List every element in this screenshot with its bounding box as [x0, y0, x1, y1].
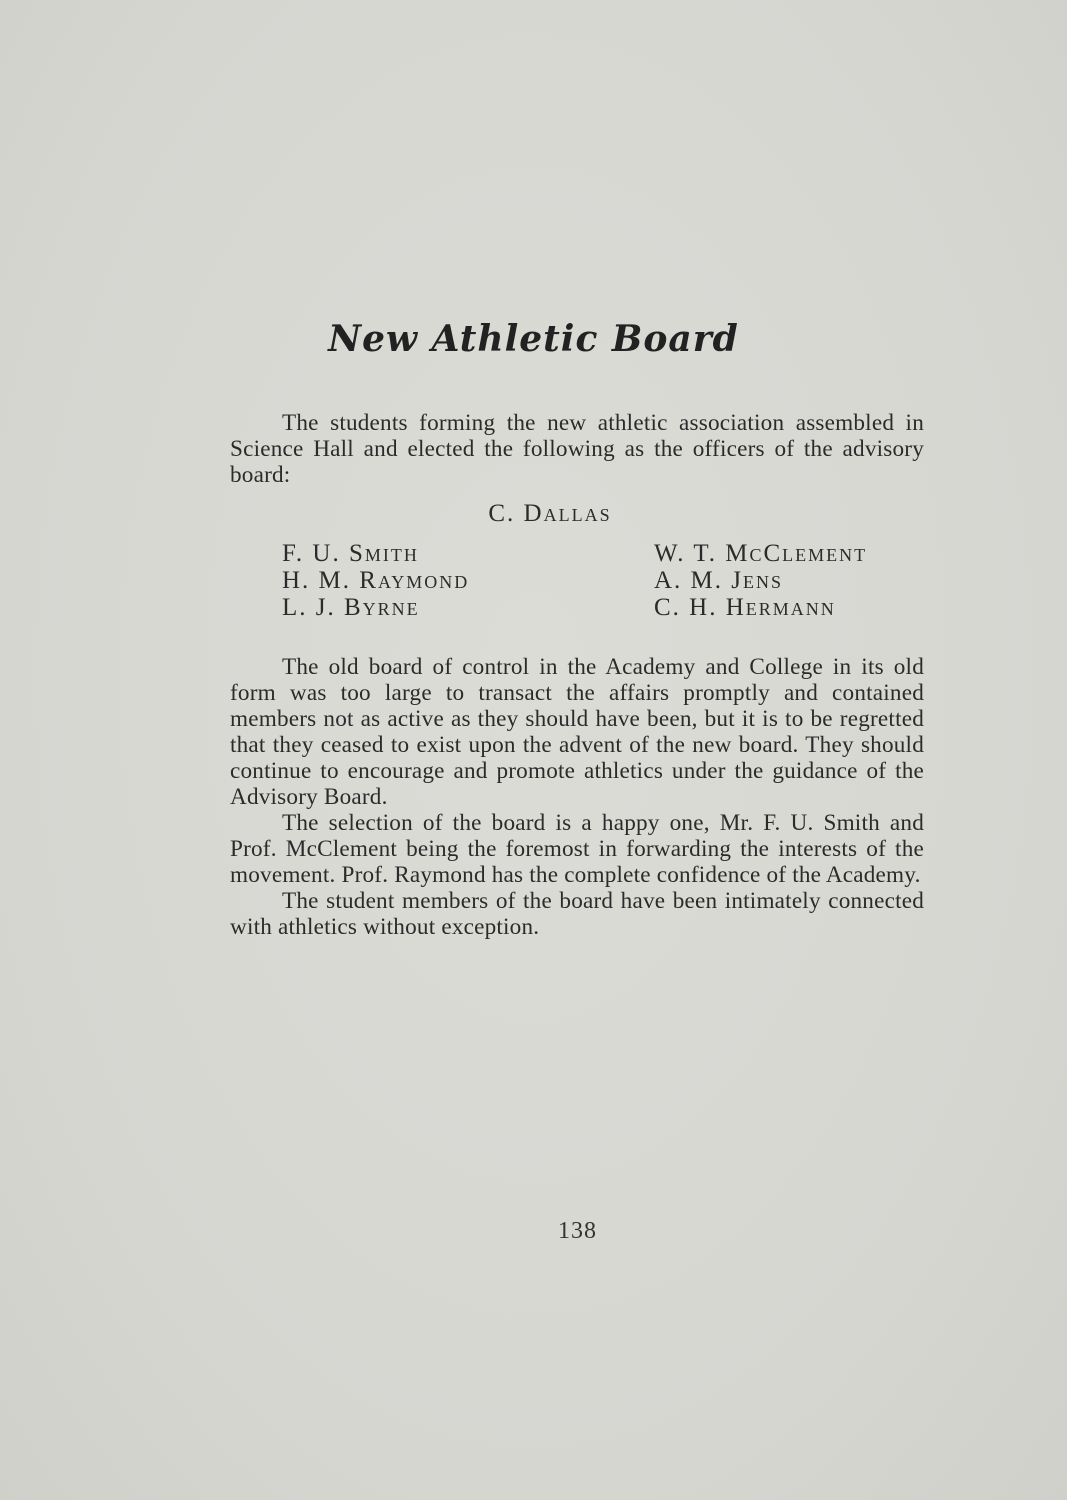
body-paragraph: The student members of the board have been intimately connected with athletics without exception. [230, 888, 924, 940]
page-number: 138 [558, 1218, 597, 1244]
body-paragraph: The selection of the board is a happy one, Mr. F. U. Smith and Prof. McClement being the foremost in forwarding the interests of the movement. Prof. Raymond has the complete confidence of the Academy. [230, 810, 924, 888]
board-member: W. T. McClement [654, 540, 868, 567]
page-title: New Athletic Board [328, 318, 739, 360]
body-paragraph: The old board of control in the Academy and College in its old form was too large to transact the affairs promptly and contained members not as active as they should have been, but it is to be regretted that they ceased to exist upon the advent of the new board. They should continue to encourage and promote athletics under the guidance of the Advisory Board. [230, 654, 924, 810]
body-text [230, 654, 924, 940]
board-member: F. U. Smith [282, 540, 419, 567]
board-member: L. J. Byrne [282, 594, 420, 621]
board-president: C. Dallas [488, 500, 612, 527]
board-member: C. H. Hermann [654, 594, 836, 621]
members-left-column [282, 540, 469, 621]
intro-text: The students forming the new athletic association assembled in Science Hall and elected the following as the officers of the advisory board: [230, 410, 924, 488]
members-right-column [654, 540, 867, 621]
board-member: H. M. Raymond [282, 567, 470, 594]
intro-paragraph [230, 410, 924, 488]
board-member: A. M. Jens [654, 567, 784, 594]
